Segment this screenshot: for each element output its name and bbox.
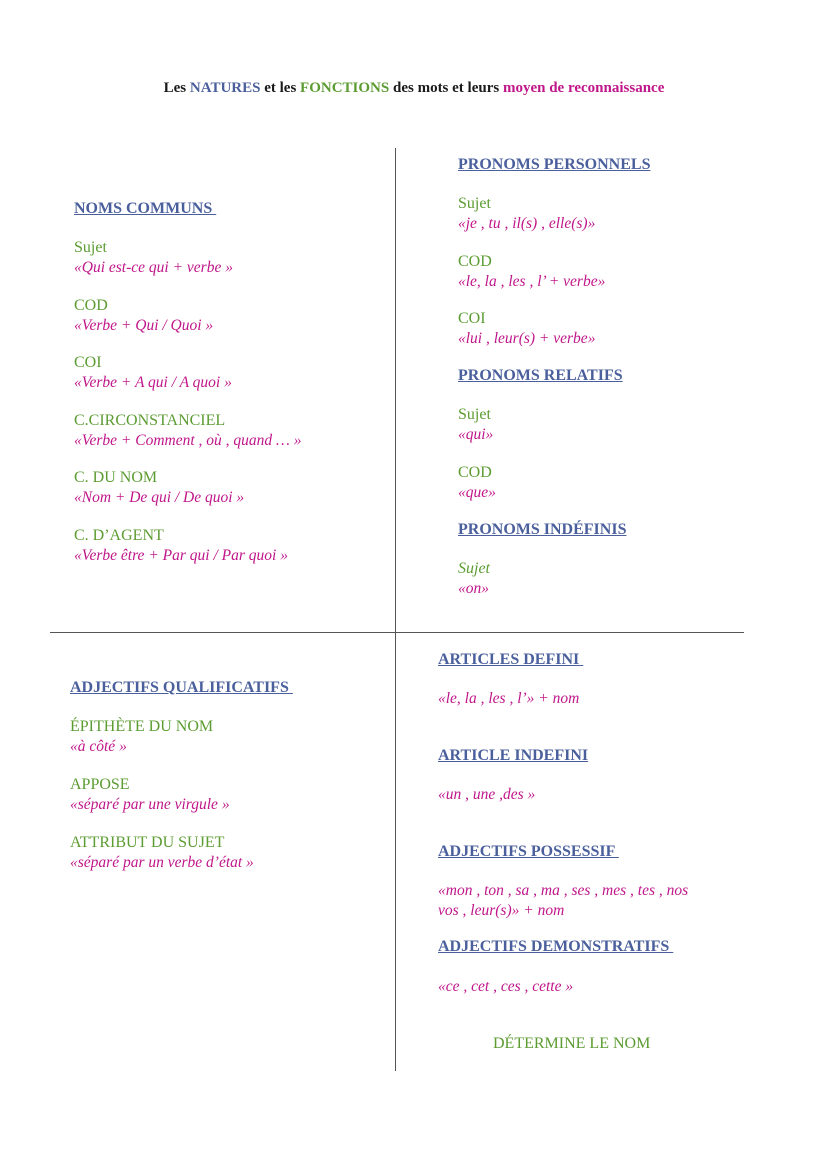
adjectifs-demonstratifs-heading: ADJECTIFS DEMONSTRATIFS	[438, 938, 674, 955]
pronoms-item	[458, 405, 493, 445]
adjectif-item	[70, 717, 213, 757]
function-label: C. D’AGENT	[74, 527, 164, 544]
title-moyen: moyen de reconnaissance	[502, 80, 665, 96]
example-text: «séparé par une virgule »	[70, 796, 230, 813]
title-fonctions: FONCTIONS	[300, 80, 390, 96]
adjectif-item	[70, 775, 230, 815]
function-label: COD	[458, 253, 492, 270]
pronoms-item	[458, 463, 496, 503]
example-text: «Nom + De qui / De quoi »	[74, 489, 245, 506]
noms-item	[74, 296, 213, 336]
function-label: COI	[458, 310, 486, 327]
article-indefini-heading: ARTICLE INDEFINI	[438, 747, 589, 764]
pronoms-indefinis-heading: PRONOMS INDÉFINIS	[458, 521, 627, 538]
vertical-divider	[395, 148, 396, 1071]
title-natures: NATURES	[189, 80, 261, 96]
determinants-footer: DÉTERMINE LE NOM	[493, 1035, 651, 1052]
adjectifs-qualificatifs-heading: ADJECTIFS QUALIFICATIFS	[70, 679, 293, 696]
adjectifs-possessifs-example	[438, 881, 688, 921]
function-label: C.CIRCONSTANCIEL	[74, 412, 226, 429]
noms-item	[74, 353, 232, 393]
pronoms-item	[458, 252, 605, 292]
example-text: «Verbe + Comment , où , quand … »	[74, 432, 302, 449]
function-label: Sujet	[74, 239, 107, 256]
example-text: «Verbe + Qui / Quoi »	[74, 317, 214, 334]
noms-item	[74, 468, 244, 508]
pronoms-item	[458, 309, 595, 349]
example-text: «lui , leur(s) + verbe»	[458, 330, 596, 347]
title-text: et les	[260, 80, 301, 96]
title-text: Les	[163, 80, 190, 96]
pronoms-relatifs-heading: PRONOMS RELATIFS	[458, 367, 623, 384]
example-text: «Verbe + A qui / A quoi »	[74, 374, 232, 391]
function-label: COI	[74, 354, 102, 371]
articles-definis-heading: ARTICLES DEFINI	[438, 651, 584, 668]
pronoms-item	[458, 559, 490, 599]
function-label: COD	[74, 297, 108, 314]
example-text: «qui»	[458, 426, 494, 443]
example-text: «Verbe être + Par qui / Par quoi »	[74, 547, 288, 564]
article-indefini-example: «un , une ,des »	[438, 786, 536, 803]
pronoms-item	[458, 194, 595, 234]
example-text: «je , tu , il(s) , elle(s)»	[458, 215, 596, 232]
horizontal-divider	[50, 632, 744, 633]
noms-item	[74, 411, 301, 451]
noms-item	[74, 526, 288, 566]
function-label: Sujet	[458, 195, 491, 212]
adjectif-item	[70, 833, 254, 873]
noms-communs-heading: NOMS COMMUNS	[74, 200, 217, 217]
function-label: Sujet	[458, 406, 491, 423]
example-text: «on»	[458, 580, 489, 597]
pronoms-personnels-heading: PRONOMS PERSONNELS	[458, 156, 651, 173]
adjectifs-demonstratifs-example: «ce , cet , ces , cette »	[438, 978, 574, 995]
example-text: «Qui est-ce qui + verbe »	[74, 259, 233, 276]
noms-item	[74, 238, 233, 278]
example-text: «le, la , les , l’ + verbe»	[458, 273, 606, 290]
function-label: COD	[458, 464, 492, 481]
function-label: APPOSE	[70, 776, 130, 793]
example-text: «que»	[458, 484, 496, 501]
function-label: C. DU NOM	[74, 469, 158, 486]
function-label: ÉPITHÈTE DU NOM	[70, 718, 214, 735]
example-text: «séparé par un verbe d’état »	[70, 854, 254, 871]
function-label: ATTRIBUT DU SUJET	[70, 834, 225, 851]
adjectifs-possessifs-heading: ADJECTIFS POSSESSIF	[438, 843, 619, 860]
example-text: «mon , ton , sa , ma , ses , mes , tes , nos	[438, 882, 689, 899]
example-text: vos , leur(s)» + nom	[438, 902, 565, 919]
page-title	[0, 80, 828, 97]
example-text: «à côté »	[70, 738, 127, 755]
articles-definis-example: «le, la , les , l’» + nom	[438, 690, 580, 707]
function-label: Sujet	[458, 560, 490, 577]
title-text: des mots et leurs	[389, 80, 503, 96]
